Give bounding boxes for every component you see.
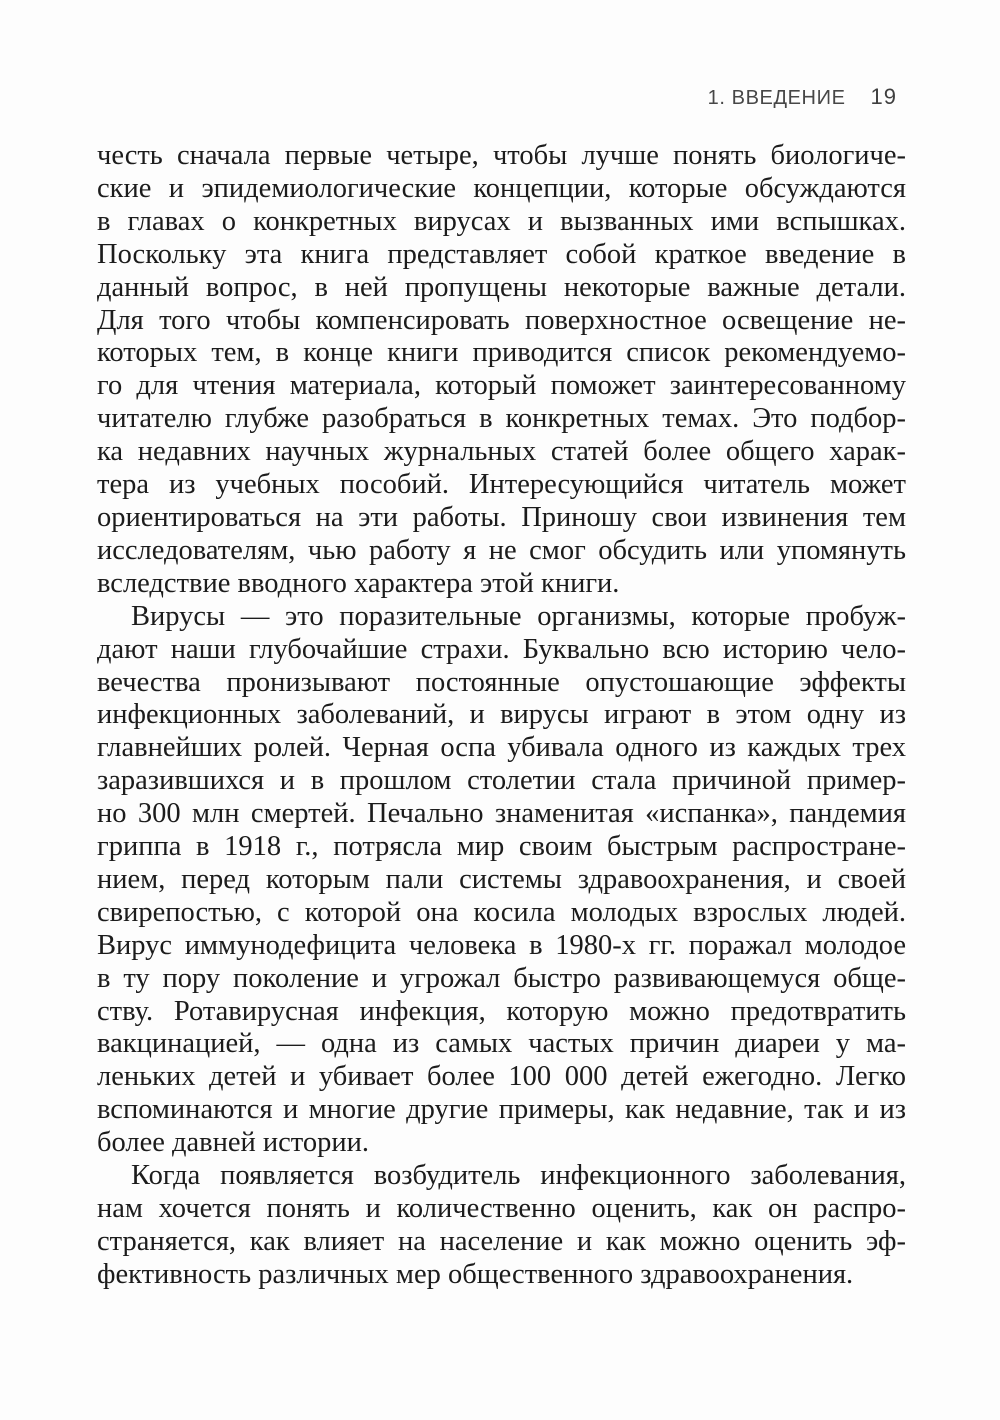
text-line: тера из учебных пособий. Интересующийся читатель может [97,469,906,501]
page-body [97,140,906,1292]
text-line: вакцинацией, — одна из самых частых причин диареи у ма- [97,1028,906,1060]
text-line: читателю глубже разобраться в конкретных темах. Это подбор- [97,403,906,435]
text-line: ские и эпидемиологические концепции, которые обсуждаются [97,172,906,204]
page-number: 19 [870,84,897,109]
text-line: Когда появляется возбудитель инфекционного заболевания, [131,1160,906,1192]
paragraph [97,1160,906,1292]
running-header [0,84,897,110]
text-line: страняется, как влияет на население и как можно оценить эф- [97,1225,906,1257]
text-line: ка недавних научных журнальных статей более общего харак- [97,436,906,468]
text-line: главнейших ролей. Черная оспа убивала одного из каждых трех [97,732,906,764]
text-line: Поскольку эта книга представляет собой краткое введение в [97,238,906,270]
text-line: свирепостью, с которой она косила молодых взрослых людей. [97,896,906,928]
text-line: нам хочется понять и количественно оценить, как он распро- [97,1193,906,1224]
text-line: Вирус иммунодефицита человека в 1980-х гг. поражал молодое [97,929,906,961]
text-line: го для чтения материала, который поможет заинтересованному [97,370,906,402]
text-line: вследствие вводного характера этой книги. [97,567,620,599]
text-line: ству. Ротавирусная инфекция, которую можно предотвратить [97,995,906,1027]
text-line: инфекционных заболеваний, и вирусы играют в этом одну из [97,699,906,731]
text-line: леньких детей и убивает более 100 000 детей ежегодно. Легко [97,1061,906,1093]
text-line: вечества пронизывают постоянные опустошающие эффекты [97,666,906,698]
chapter-title: 1. ВВЕДЕНИЕ [707,87,846,109]
text-line: дают наши глубочайшие страхи. Буквально всю историю чело- [97,633,906,665]
text-line: вспоминаются и многие другие примеры, как недавние, так и из [97,1094,906,1126]
text-line: нием, перед которым пали системы здравоохранения, и своей [97,863,906,895]
text-line: которых тем, в конце книги приводится список рекомендуемо- [97,337,906,369]
text-line: более давней истории. [97,1127,370,1159]
text-line: заразившихся и в прошлом столетии стала причиной пример- [97,765,906,797]
text-line: Для того чтобы компенсировать поверхностное освещение не- [97,304,906,336]
paragraph [97,601,906,1160]
text-line: данный вопрос, в ней пропущены некоторые важные детали. [97,271,906,303]
text-line: Вирусы — это поразительные организмы, которые пробуж- [131,600,906,632]
text-line: исследователям, чью работу я не смог обсудить или упомянуть [97,534,906,566]
paragraph [97,140,906,601]
text-line: в ту пору поколение и угрожал быстро развивающемуся обще- [97,962,906,994]
text-line: честь сначала первые четыре, чтобы лучше понять биологиче- [97,140,906,171]
text-line: ориентироваться на эти работы. Приношу свои извинения тем [97,501,906,533]
text-line: фективность различных мер общественного здравоохранения. [97,1258,854,1290]
text-line: в главах о конкретных вирусах и вызванных ими вспышках. [97,205,906,237]
text-line: гриппа в 1918 г., потрясла мир своим быстрым распростране- [97,831,906,863]
text-line: но 300 млн смертей. Печально знаменитая «испанка», пандемия [97,798,906,830]
